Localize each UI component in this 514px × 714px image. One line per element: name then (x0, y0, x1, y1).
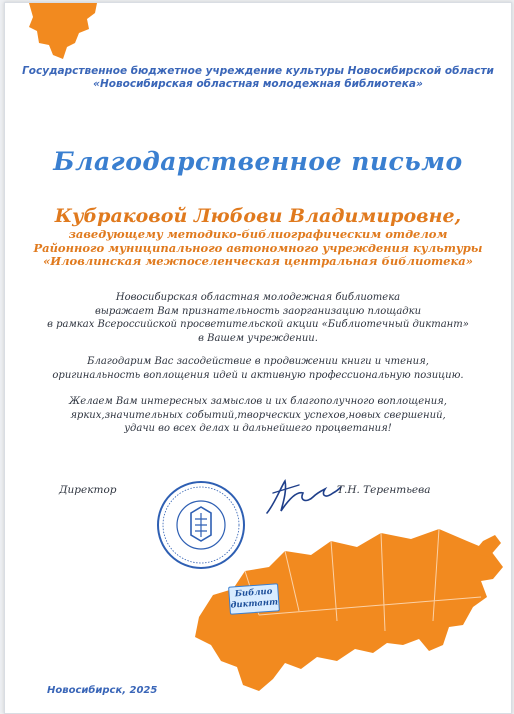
body-paragraph-1 (5, 291, 511, 345)
region-map-corner-graphic (23, 3, 103, 65)
official-seal-stamp (155, 479, 247, 571)
document-title: Благодарственное письмо (53, 147, 463, 176)
body-line: удачи во всех делах и дальнейшего процветания! (124, 423, 392, 434)
org-line-1: Государственное бюджетное учреждение культуры Новосибирской области (22, 65, 494, 77)
recipient-institution-1: Районного муниципального автономного учреждения культуры (33, 240, 483, 255)
body-line: Благодарим Вас засодействие в продвижении книги и чтения, (87, 356, 429, 367)
body-line: ярких,значительных событий,творческих успехов,новых свершений, (70, 409, 446, 421)
body-line: в рамках Всероссийской просветительской акции «Библиотечный диктант» (47, 319, 469, 330)
signatory-role: Директор (59, 484, 117, 496)
body-line: выражает Вам признательность заорганизацию площадки (94, 305, 422, 317)
body-line: Желаем Вам интересных замыслов и их благополучного воплощения, (69, 396, 447, 407)
letter-sheet (4, 2, 512, 714)
library-dictation-badge (228, 583, 280, 614)
body-paragraph-3 (5, 395, 511, 436)
body-paragraph-2 (5, 355, 511, 382)
org-line-2: «Новосибирская областная молодежная библиотека» (93, 78, 423, 90)
body-line: в Вашем учреждении. (198, 332, 318, 344)
signatory-name: Т.Н. Терентьева (337, 484, 431, 496)
handwritten-signature (263, 473, 343, 519)
place-and-date: Новосибирск, 2025 (47, 685, 158, 696)
recipient-position: заведующему методико-библиографическим отделом (68, 227, 448, 241)
badge-line-2: диктант (230, 597, 279, 611)
body-line: оригинальность воплощения идей и активную профессиональную позицию. (52, 369, 464, 381)
recipient-name: Кубраковой Любови Владимировне, (54, 205, 462, 227)
recipient-institution-2: «Иловлинская межпоселенческая центральная библиотека» (43, 254, 473, 268)
badge-line-1: Библио (234, 586, 273, 600)
recipient-block (5, 204, 511, 269)
body-line: Новосибирская областная молодежная библиотека (115, 292, 401, 303)
organization-header (5, 65, 511, 91)
